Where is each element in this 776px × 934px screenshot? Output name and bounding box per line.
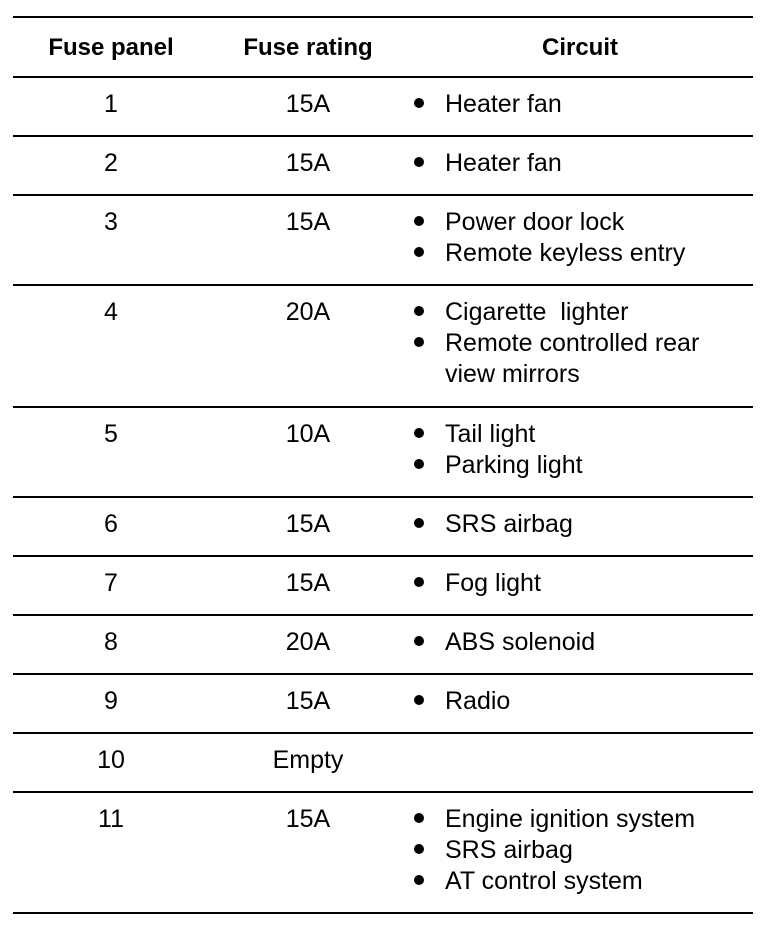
fuse-rating-cell: 15A [285, 90, 331, 118]
list-item [407, 866, 753, 897]
table-row [13, 675, 753, 734]
table-row [13, 557, 753, 616]
bullet-icon [407, 804, 445, 835]
circuit-label: ABS solenoid [445, 628, 596, 656]
circuit-list [407, 509, 753, 540]
bullet-icon [407, 419, 445, 450]
fuse-rating-cell: 15A [285, 510, 331, 538]
fuse-rating-cell: 15A [285, 805, 331, 833]
list-item [407, 238, 753, 269]
fuse-rating-cell: 15A [285, 687, 331, 715]
circuit-label: Heater fan [445, 90, 562, 118]
bullet-icon [407, 568, 445, 599]
bullet-icon [407, 450, 445, 481]
circuit-label: Tail light [445, 420, 536, 448]
header-fuse-rating: Fuse rating [243, 33, 373, 61]
circuit-cell [407, 745, 753, 791]
circuit-list [407, 207, 753, 269]
bullet-icon [407, 627, 445, 658]
fuse-rating-cell: Empty [272, 746, 344, 774]
fuse-table [13, 16, 753, 914]
table-row [13, 78, 753, 137]
list-item [407, 207, 753, 238]
circuit-list [407, 686, 753, 717]
fuse-rating-cell: 15A [285, 569, 331, 597]
fuse-panel-cell: 9 [104, 687, 118, 715]
list-item [407, 419, 753, 450]
list-item [407, 89, 753, 120]
circuit-list [407, 627, 753, 658]
fuse-rating-cell: 15A [285, 208, 331, 236]
circuit-cell [407, 509, 753, 555]
fuse-rating-cell: 10A [285, 420, 331, 448]
circuit-list [407, 568, 753, 599]
list-item [407, 297, 753, 328]
table-row [13, 137, 753, 196]
table-row [13, 408, 753, 498]
table-body [13, 78, 753, 914]
circuit-cell [407, 686, 753, 732]
circuit-label: Power door lock [445, 208, 625, 236]
bullet-icon [407, 89, 445, 120]
bullet-icon [407, 297, 445, 328]
circuit-label: Remote controlled rear view mirrors [445, 329, 707, 388]
table-row [13, 734, 753, 793]
circuit-label: SRS airbag [445, 510, 573, 538]
table-header [13, 18, 753, 78]
table-row [13, 286, 753, 408]
fuse-rating-cell: 20A [285, 298, 331, 326]
circuit-cell [407, 627, 753, 673]
list-item [407, 568, 753, 599]
table-row [13, 196, 753, 286]
circuit-label: Remote keyless entry [445, 239, 686, 267]
header-circuit: Circuit [541, 33, 618, 61]
bullet-icon [407, 207, 445, 238]
list-item [407, 450, 753, 481]
bullet-icon [407, 238, 445, 269]
fuse-panel-cell: 1 [104, 90, 118, 118]
circuit-label: SRS airbag [445, 836, 573, 864]
fuse-panel-cell: 5 [104, 420, 118, 448]
list-item [407, 835, 753, 866]
circuit-label: Cigarette lighter [445, 298, 629, 326]
circuit-cell [407, 804, 753, 912]
fuse-panel-cell: 7 [104, 569, 118, 597]
circuit-label: Parking light [445, 451, 583, 479]
list-item [407, 509, 753, 540]
bullet-icon [407, 686, 445, 717]
fuse-panel-cell: 3 [104, 208, 118, 236]
fuse-panel-cell: 10 [97, 746, 125, 774]
circuit-label: Radio [445, 687, 511, 715]
bullet-icon [407, 509, 445, 540]
circuit-list [407, 419, 753, 481]
bullet-icon [407, 328, 445, 359]
circuit-cell [407, 297, 753, 406]
circuit-cell [407, 148, 753, 194]
header-fuse-panel: Fuse panel [48, 33, 174, 61]
bullet-icon [407, 866, 445, 897]
fuse-rating-cell: 20A [285, 628, 331, 656]
list-item [407, 627, 753, 658]
fuse-panel-cell: 2 [104, 149, 118, 177]
fuse-panel-cell: 8 [104, 628, 118, 656]
circuit-cell [407, 207, 753, 284]
circuit-list [407, 148, 753, 179]
fuse-panel-cell: 4 [104, 298, 118, 326]
circuit-label: Heater fan [445, 149, 562, 177]
circuit-list [407, 89, 753, 120]
list-item [407, 328, 753, 390]
circuit-cell [407, 419, 753, 496]
circuit-label: Engine ignition system [445, 805, 696, 833]
list-item [407, 148, 753, 179]
fuse-panel-cell: 6 [104, 510, 118, 538]
circuit-cell [407, 89, 753, 135]
circuit-label: AT control system [445, 867, 643, 895]
fuse-rating-cell: 15A [285, 149, 331, 177]
list-item [407, 804, 753, 835]
circuit-cell [407, 568, 753, 614]
circuit-list [407, 804, 753, 897]
circuit-list [407, 297, 753, 390]
table-row [13, 793, 753, 914]
list-item [407, 686, 753, 717]
bullet-icon [407, 835, 445, 866]
bullet-icon [407, 148, 445, 179]
table-row [13, 616, 753, 675]
fuse-panel-cell: 11 [98, 805, 124, 833]
circuit-label: Fog light [445, 569, 541, 597]
table-row [13, 498, 753, 557]
